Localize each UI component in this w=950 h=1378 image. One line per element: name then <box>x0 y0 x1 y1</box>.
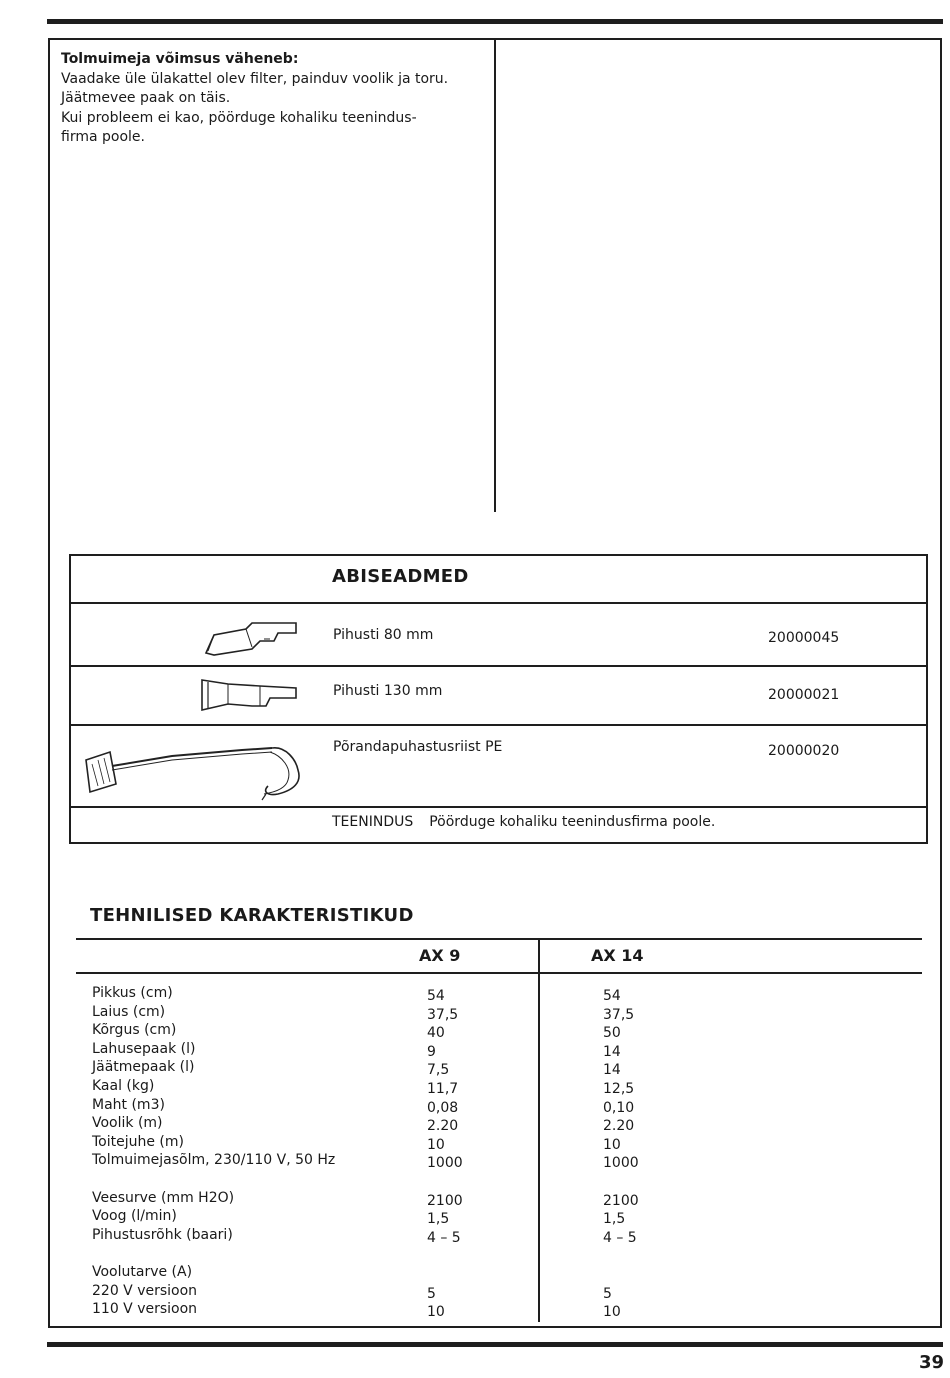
nozzle-130-icon <box>198 676 302 714</box>
accessory-code: 20000045 <box>768 630 840 646</box>
spec-value: 1,5 <box>427 1211 450 1228</box>
tech-rule-top <box>76 938 922 940</box>
column-divider <box>494 40 496 512</box>
table-divider <box>71 665 926 667</box>
tech-rule-header <box>76 972 922 974</box>
spec-value: 12,5 <box>603 1080 635 1097</box>
spec-value: 54 <box>603 988 621 1004</box>
troubleshooting-block <box>61 50 491 148</box>
spec-label: Kaal (kg) <box>92 1077 155 1094</box>
spec-value: 1,5 <box>603 1211 626 1228</box>
troubleshooting-line: Vaadake üle ülakattel olev filter, painduv voolik ja toru. <box>61 70 449 87</box>
spec-value: 5 <box>603 1285 612 1302</box>
accessories-title: ABISEADMED <box>332 566 469 587</box>
accessory-name: Pihusti 80 mm <box>333 627 434 643</box>
spec-label: Toitejuhe (m) <box>92 1133 184 1150</box>
accessory-name: Pihusti 130 mm <box>333 683 443 699</box>
accessory-name: Põrandapuhastusriist PE <box>333 739 503 755</box>
spec-value: 2100 <box>427 1192 463 1209</box>
spec-label: Pikkus (cm) <box>92 985 173 1001</box>
top-rule <box>47 19 943 24</box>
bottom-rule <box>47 1342 943 1347</box>
troubleshooting-line: Kui probleem ei kao, pöörduge kohaliku teenindus- <box>61 109 417 126</box>
spec-label: Kõrgus (cm) <box>92 1022 177 1039</box>
spec-value: 5 <box>427 1285 436 1302</box>
table-divider <box>71 806 926 808</box>
spec-value: 10 <box>603 1136 621 1153</box>
tech-title: TEHNILISED KARAKTERISTIKUD <box>90 905 414 926</box>
spec-value: 40 <box>427 1025 445 1042</box>
nozzle-80-icon <box>200 617 300 659</box>
spec-value: 7,5 <box>427 1062 450 1079</box>
spec-values-ax14 <box>603 987 639 1322</box>
spec-value: 2100 <box>603 1192 639 1209</box>
page-number: 39 <box>918 1352 944 1373</box>
spec-label: Laius (cm) <box>92 1003 166 1020</box>
spec-value: 4 – 5 <box>427 1229 461 1246</box>
spec-value: 14 <box>603 1062 621 1079</box>
spec-values-ax9 <box>427 987 463 1322</box>
spec-value: 1000 <box>603 1155 639 1172</box>
accessory-code: 20000021 <box>768 687 840 703</box>
spec-labels <box>92 984 335 1319</box>
spec-label: Voog (l/min) <box>92 1208 177 1225</box>
spec-value: 10 <box>427 1136 445 1153</box>
spec-value: 37,5 <box>427 1006 459 1023</box>
spec-label: Voolutarve (A) <box>92 1263 193 1280</box>
spec-label: Veesurve (mm H2O) <box>92 1189 235 1206</box>
table-divider <box>71 724 926 726</box>
spec-value <box>603 1266 639 1285</box>
spec-value: 4 – 5 <box>603 1229 637 1246</box>
spec-value: 50 <box>603 1025 621 1042</box>
tech-column-divider <box>538 939 540 1322</box>
table-divider <box>71 602 926 604</box>
service-label: TEENINDUS <box>332 814 414 830</box>
spec-value <box>427 1266 463 1285</box>
spec-value: 0,10 <box>603 1099 635 1116</box>
troubleshooting-line: Jäätmevee paak on täis. <box>61 90 231 106</box>
spec-label: Pihustusrõhk (baari) <box>92 1226 233 1243</box>
spec-label: 220 V versioon <box>92 1282 198 1299</box>
spec-label: 110 V versioon <box>92 1301 198 1318</box>
spec-label: Maht (m3) <box>92 1096 165 1113</box>
troubleshooting-heading: Tolmuimeja võimsus väheneb: <box>61 51 299 67</box>
spec-value: 10 <box>427 1304 445 1321</box>
column-header-ax9: AX 9 <box>419 946 461 965</box>
accessory-code: 20000020 <box>768 743 840 759</box>
spec-value: 10 <box>603 1304 621 1321</box>
service-row <box>332 814 715 830</box>
spec-value: 0,08 <box>427 1099 459 1116</box>
spec-label: Voolik (m) <box>92 1115 163 1132</box>
column-header-ax14: AX 14 <box>591 946 644 965</box>
service-text: Pöörduge kohaliku teenindusfirma poole. <box>429 814 716 830</box>
spec-label: Jäätmepaak (l) <box>92 1059 195 1076</box>
spec-value: 9 <box>427 1043 436 1060</box>
spec-value: 14 <box>603 1043 621 1060</box>
spec-value: 11,7 <box>427 1080 459 1097</box>
spec-value: 37,5 <box>603 1006 635 1023</box>
floor-cleaning-tool-icon <box>82 738 308 802</box>
spec-value: 1000 <box>427 1155 463 1172</box>
spec-value: 2.20 <box>427 1118 459 1135</box>
spec-value: 2.20 <box>603 1118 635 1135</box>
spec-value: 54 <box>427 988 445 1004</box>
spec-label: Tolmuimejasõlm, 230/110 V, 50 Hz <box>92 1152 336 1169</box>
troubleshooting-line: firma poole. <box>61 129 145 145</box>
spec-label: Lahusepaak (l) <box>92 1040 196 1057</box>
